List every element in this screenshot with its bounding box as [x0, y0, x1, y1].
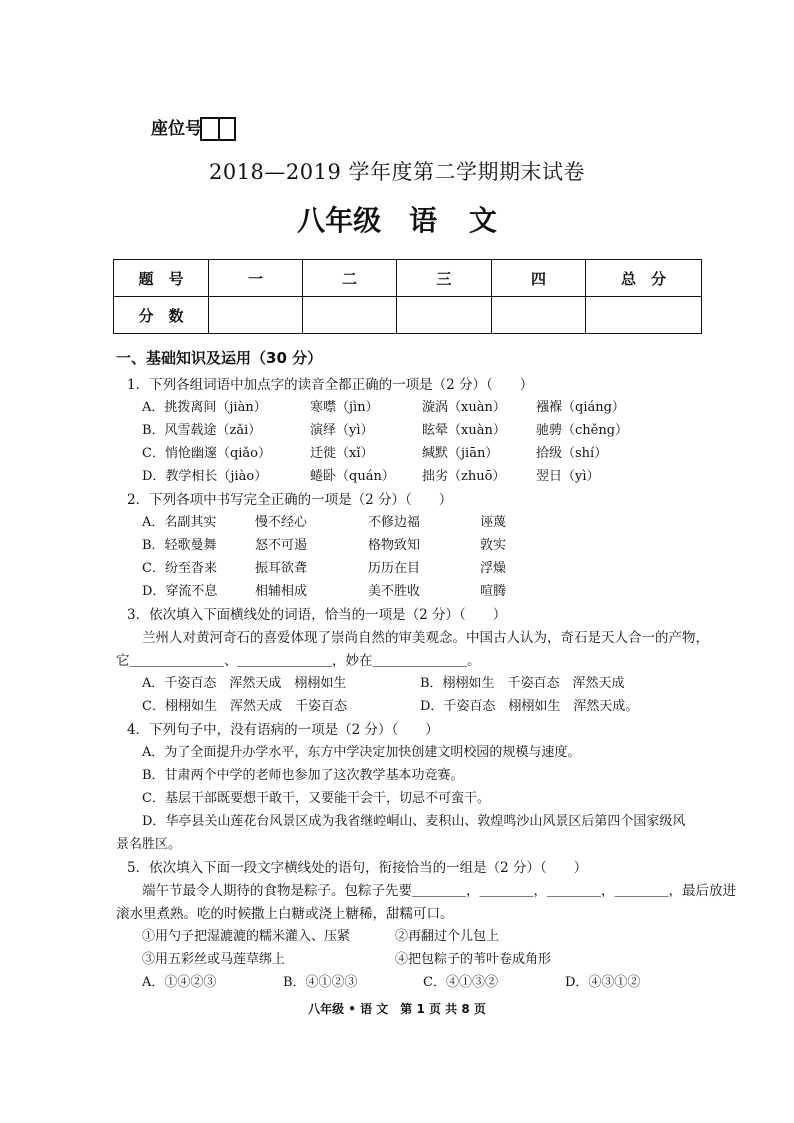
q5-option-b: B．④①②③ [283, 975, 358, 990]
q1-option: 拙劣（zhuō） [422, 469, 506, 484]
q5-sentence-1: ①用勺子把湿漉漉的糯米灌入、压紧 [142, 929, 351, 944]
q1-option: 演绎（yì） [310, 423, 374, 438]
q2-option: B．轻歌曼舞 [142, 538, 217, 553]
q2-option: D．穿流不息 [142, 584, 218, 599]
q1-option: 寒噤（jìn） [310, 400, 379, 415]
q4-option-b: B．甘肃两个中学的老师也参加了这次教学基本功竞赛。 [142, 768, 464, 783]
q2-option: 诬蔑 [480, 515, 507, 530]
q1-option: 眩晕（xuàn） [422, 423, 506, 438]
score-cell: 题 号 [114, 260, 209, 297]
exam-title: 2018—2019 学年度第二学期期末试卷 [208, 160, 586, 184]
q1-option: 翌日（yì） [536, 469, 600, 484]
q1-option: 缄默（jiān） [422, 446, 499, 461]
q2-option: 格物致知 [368, 538, 421, 553]
q2-option: 不修边福 [368, 515, 421, 530]
q5-option-d: D．④③①② [565, 975, 641, 990]
seat-box-2[interactable] [218, 117, 236, 141]
page-footer: 八年级 • 语 文 第 1 页 共 8 页 [308, 1002, 486, 1016]
q4-option-a: A．为了全面提升办学水平，东方中学决定加快创建文明校园的规模与速度。 [142, 745, 581, 760]
score-cell: 一 [209, 260, 303, 297]
q1-option: 蜷卧（quán） [310, 469, 395, 484]
q2-option: C．纷至沓来 [142, 561, 217, 576]
q2-option: A．名副其实 [142, 515, 217, 530]
q1-option: 漩涡（xuàn） [422, 400, 506, 415]
q3-option-d: D．千姿百态 栩栩如生 浑然天成。 [420, 699, 639, 714]
question-4-stem: 4．下列句子中，没有语病的一项是（2 分）（ ） [127, 722, 439, 738]
seat-number [151, 114, 236, 141]
score-cell: 四 [492, 260, 586, 297]
question-1-stem: 1．下列各组词语中加点字的读音全都正确的一项是（2 分）（ ） [127, 377, 534, 393]
q4-option-d-cont: 景名胜区。 [116, 837, 182, 852]
q2-option: 相辅相成 [255, 584, 308, 599]
q2-option: 历历在目 [368, 561, 421, 576]
score-input-cell[interactable] [397, 297, 492, 334]
exam-subtitle: 八年级 语 文 [297, 204, 497, 237]
score-cell: 总 分 [586, 260, 702, 297]
question-2-stem: 2．下列各项中书写完全正确的一项是（2 分）（ ） [127, 492, 453, 508]
q1-option: 迁徙（xǐ） [310, 446, 374, 461]
q5-passage: 端午节最令人期待的食物是粽子。包粽子先要＿＿＿＿，＿＿＿＿，＿＿＿＿，＿＿＿＿，最后放进 [142, 883, 736, 899]
question-5-stem: 5．依次填入下面一段文字横线处的语句，衔接恰当的一组是（2 分）（ ） [127, 860, 588, 876]
q3-option-c: C．栩栩如生 浑然天成 千姿百态 [142, 699, 347, 714]
score-table [113, 259, 702, 334]
q4-option-c: C．基层干部既要想干敢干，又要能干会干，切忌不可蛮干。 [142, 791, 490, 806]
score-table-header-row [114, 260, 702, 297]
q2-option: 美不胜收 [368, 584, 421, 599]
score-input-cell[interactable] [586, 297, 702, 334]
q5-option-c: C．④①③② [423, 975, 498, 990]
q2-option: 振耳欲聋 [255, 561, 308, 576]
score-input-cell[interactable] [303, 297, 397, 334]
score-table-score-row [114, 297, 702, 334]
score-input-cell[interactable] [209, 297, 303, 334]
q2-option: 浮燥 [480, 561, 507, 576]
q1-option: A．挑拨离间（jiàn） [142, 400, 267, 415]
q1-option: 拾级（shí） [536, 446, 608, 461]
q2-option: 慢不经心 [255, 515, 308, 530]
q1-option: C．悄怆幽邃（qiǎo） [142, 446, 272, 461]
seat-box-1[interactable] [200, 117, 220, 141]
q3-option-a: A．千姿百态 浑然天成 栩栩如生 [142, 676, 347, 691]
score-cell: 二 [303, 260, 397, 297]
q1-option: 驰骋（chěng） [536, 423, 629, 438]
q2-option: 怒不可遏 [255, 538, 308, 553]
q3-passage: 兰州人对黄河奇石的喜爱体现了崇尚自然的审美观念。中国古人认为，奇石是天人合一的产物， [142, 630, 709, 646]
section-heading: 一、基础知识及运用（30 分） [116, 349, 323, 367]
q5-option-a: A．①④②③ [142, 975, 217, 990]
q1-option: B．风雪载途（zǎi） [142, 423, 262, 438]
q1-option: 襁褓（qiáng） [536, 400, 625, 415]
q2-option: 敦实 [480, 538, 507, 553]
q5-sentence-2: ②再翻过个儿包上 [395, 929, 500, 944]
score-input-cell[interactable] [492, 297, 586, 334]
q5-passage: 滚水里煮熟。吃的时候撒上白糖或浇上糖稀，甜糯可口。 [116, 906, 454, 922]
q4-option-d: D．华亭县关山莲花台风景区成为我省继崆峒山、麦积山、敦煌鸣沙山风景区后第四个国家级风 [142, 814, 686, 829]
score-cell: 分 数 [114, 297, 209, 334]
q5-sentence-3: ③用五彩丝或马莲草绑上 [142, 952, 286, 967]
q3-option-b: B．栩栩如生 千姿百态 浑然天成 [420, 676, 625, 691]
question-3-stem: 3．依次填入下面横线处的词语，恰当的一项是（2 分）（ ） [127, 607, 507, 623]
q5-sentence-4: ④把包粽子的苇叶卷成角形 [395, 952, 552, 967]
q3-passage: 它＿＿＿＿＿＿＿、＿＿＿＿＿＿＿，妙在＿＿＿＿＿＿＿。 [116, 653, 481, 669]
score-cell: 三 [397, 260, 492, 297]
q2-option: 喧腾 [480, 584, 507, 599]
q1-option: D．教学相长（jiào） [142, 469, 268, 484]
seat-label: 座位号 [151, 119, 202, 139]
